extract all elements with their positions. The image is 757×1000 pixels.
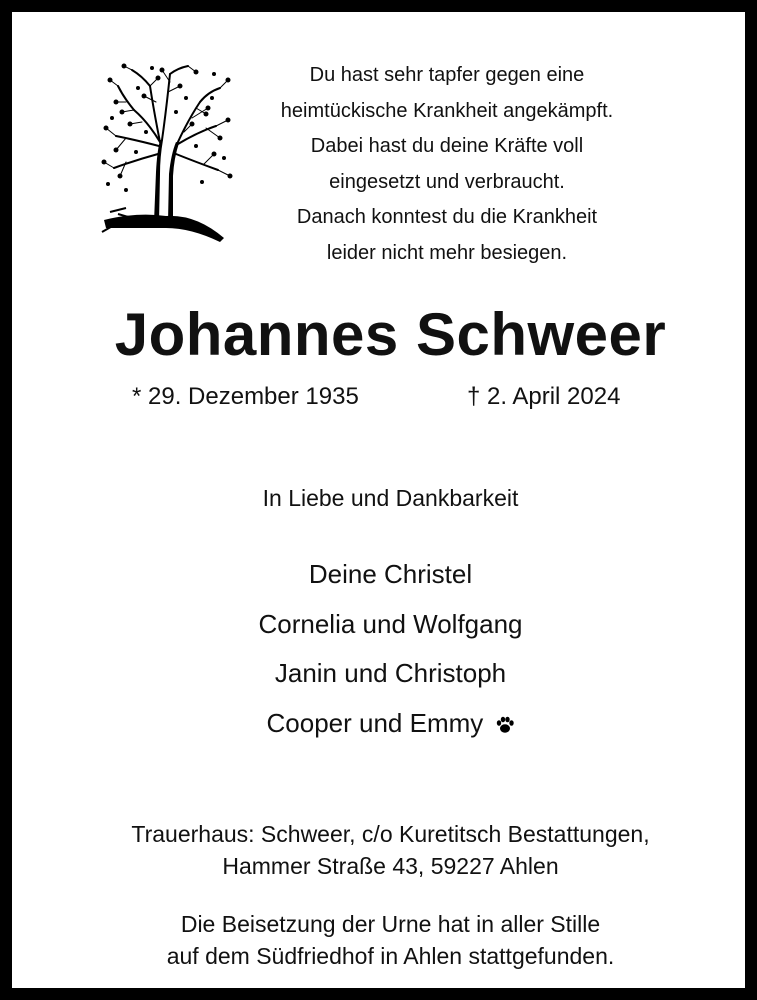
poem-line: heimtückische Krankheit angekämpft. bbox=[280, 99, 614, 122]
deceased-name: Johannes Schweer bbox=[114, 301, 667, 368]
tree-icon bbox=[96, 62, 236, 252]
poem-line: Dabei hast du deine Kräfte voll bbox=[310, 135, 584, 157]
address-line: Hammer Straße 43, 59227 Ahlen bbox=[222, 853, 559, 879]
poem-line: eingesetzt und verbraucht. bbox=[329, 170, 565, 193]
burial-notice bbox=[12, 908, 757, 972]
poem-line: Du hast sehr tapfer gegen eine bbox=[309, 64, 585, 86]
address-line: Trauerhaus: Schweer, c/o Kuretitsch Bestattungen, bbox=[131, 821, 650, 847]
birth-date: * 29. Dezember 1935 bbox=[132, 383, 359, 410]
burial-line: Die Beisetzung der Urne hat in aller Stille bbox=[180, 911, 601, 937]
paw-icon bbox=[495, 715, 515, 735]
closing-phrase: In Liebe und Dankbarkeit bbox=[262, 485, 519, 511]
poem-line: leider nicht mehr besiegen. bbox=[326, 241, 568, 264]
family-member-pets bbox=[12, 699, 757, 749]
family-member: Janin und Christoph bbox=[274, 658, 507, 688]
poem bbox=[262, 58, 632, 271]
mourning-house-address bbox=[12, 818, 757, 882]
family-member: Deine Christel bbox=[308, 559, 473, 589]
poem-line: Danach konntest du die Krankheit bbox=[296, 206, 598, 228]
family-member: Cornelia und Wolfgang bbox=[258, 608, 523, 639]
death-date: † 2. April 2024 bbox=[467, 383, 621, 410]
family-list bbox=[12, 550, 757, 748]
burial-line: auf dem Südfriedhof in Ahlen stattgefunden. bbox=[166, 943, 615, 969]
family-member: Cooper und Emmy bbox=[266, 707, 484, 738]
